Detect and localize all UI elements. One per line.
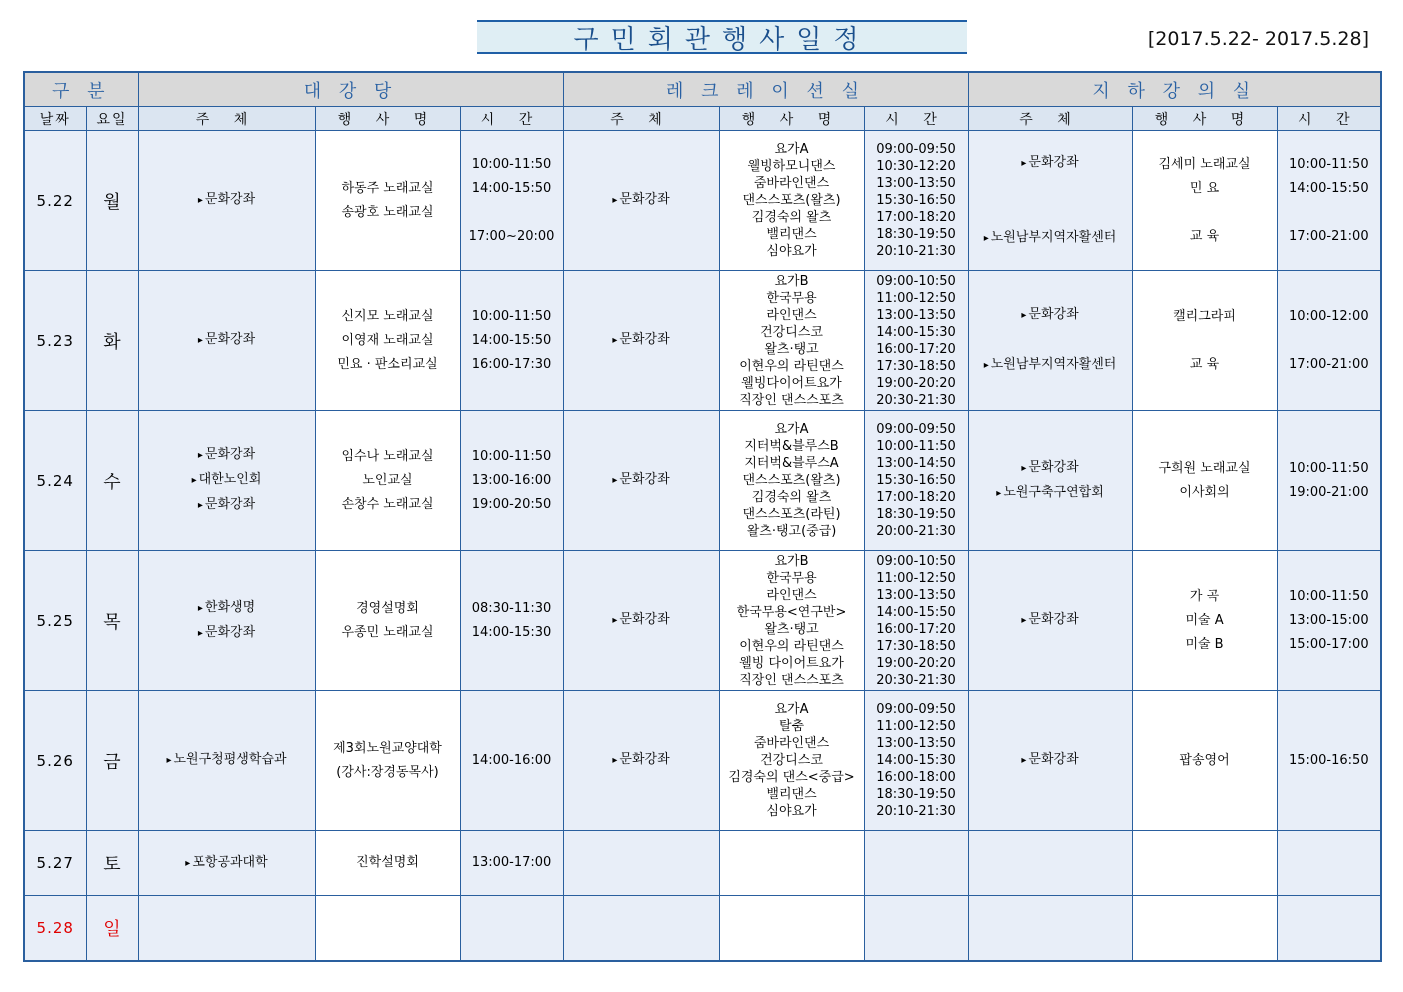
title-box xyxy=(477,20,967,54)
rec-event-line: 직장인 댄스스포츠 xyxy=(739,392,844,408)
rec-time-line: 10:00-11:50 xyxy=(876,439,956,454)
rec-time-line: 13:00-13:50 xyxy=(876,176,956,191)
hall-time-line: 14:00-15:50 xyxy=(471,332,552,348)
hall-event-line: 우종민 노래교실 xyxy=(341,624,434,640)
basement-event-cell xyxy=(1132,691,1277,831)
hall-event-line: 진학설명회 xyxy=(356,855,419,870)
rec-time-line: 14:00-15:50 xyxy=(876,604,956,620)
basement-host-line: ▸ 문화강좌 xyxy=(1021,456,1078,481)
date-cell: 5.26 xyxy=(24,691,86,831)
rec-host-line: ▸ 문화강좌 xyxy=(612,468,669,493)
rec-time-line: 17:30-18:50 xyxy=(876,638,956,654)
rec-time-line: 15:30-16:50 xyxy=(876,473,956,488)
hall-time-line: 14:00-15:50 xyxy=(471,180,552,196)
rec-event-line: 탈춤 xyxy=(778,719,805,734)
hall-host-line: ▸ 문화강좌 xyxy=(198,621,255,646)
hall-event-line: 하동주 노래교실 xyxy=(341,180,434,196)
rec-host-cell xyxy=(563,551,719,691)
basement-time-cell xyxy=(1277,831,1381,896)
date-cell: 5.24 xyxy=(24,411,86,551)
basement-time-line: 14:00-15:50 xyxy=(1288,180,1369,196)
rec-time-line: 11:00-12:50 xyxy=(876,719,956,734)
basement-event-cell xyxy=(1132,131,1277,271)
basement-host-cell xyxy=(968,691,1132,831)
date-cell: 5.28 xyxy=(24,896,86,961)
weekday-cell: 목 xyxy=(86,551,138,691)
schedule-row xyxy=(24,691,1381,831)
hall-event-cell xyxy=(315,131,460,271)
weekday-cell: 수 xyxy=(86,411,138,551)
hall-event-line: 노인교실 xyxy=(362,472,413,488)
basement-time-cell xyxy=(1277,131,1381,271)
basement-event-line: 캘리그라피 xyxy=(1173,308,1236,324)
basement-time-line: 15:00-16:50 xyxy=(1288,752,1369,768)
rec-event-line: 건강디스코 xyxy=(760,753,823,768)
hall-host-line: ▸ 대한노인회 xyxy=(192,468,262,493)
rec-event-line: 한국무용 xyxy=(766,290,817,306)
rec-event-line: 요가A xyxy=(774,142,809,157)
basement-event-cell xyxy=(1132,896,1277,961)
rec-time-line: 13:00-13:50 xyxy=(876,307,956,323)
rec-event-line: 요가B xyxy=(774,553,809,569)
hall-event-cell xyxy=(315,896,460,961)
basement-event-line: 미술 A xyxy=(1185,612,1224,628)
basement-host-cell xyxy=(968,271,1132,411)
hall-event-cell xyxy=(315,551,460,691)
rec-time-line: 17:30-18:50 xyxy=(876,358,956,374)
rec-event-cell xyxy=(719,271,864,411)
hall-event-line: 이영재 노래교실 xyxy=(341,332,434,348)
rec-time-line: 19:00-20:20 xyxy=(876,375,956,391)
hall-event-cell xyxy=(315,831,460,896)
hall-host-line: ▸ 한화생명 xyxy=(198,596,255,621)
rec-host-cell xyxy=(563,691,719,831)
hall-time-line: 14:00-15:30 xyxy=(471,624,552,640)
date-cell: 5.27 xyxy=(24,831,86,896)
column-header-row xyxy=(24,107,1381,131)
hall-host-cell xyxy=(138,831,315,896)
rec-host-cell xyxy=(563,896,719,961)
hall-event-line: 송광호 노래교실 xyxy=(341,204,434,220)
hall-host-line: ▸ 문화강좌 xyxy=(198,188,255,213)
col-rec-host: 주 체 xyxy=(563,107,719,131)
date-cell: 5.25 xyxy=(24,551,86,691)
rec-event-cell xyxy=(719,831,864,896)
group-basement-room: 지 하 강 의 실 xyxy=(968,72,1381,107)
basement-time-line: 17:00-21:00 xyxy=(1288,356,1369,372)
basement-host-line: ▸ 문화강좌 xyxy=(1021,608,1078,633)
basement-time-line: 17:00-21:00 xyxy=(1288,228,1369,244)
rec-event-line: 밸리댄스 xyxy=(766,227,817,242)
rec-time-line: 11:00-12:50 xyxy=(876,290,956,306)
col-basement-host: 주 체 xyxy=(968,107,1132,131)
basement-event-line: 미술 B xyxy=(1185,636,1224,652)
rec-time-line: 13:00-13:50 xyxy=(876,587,956,603)
hall-time-line: 10:00-11:50 xyxy=(471,448,552,464)
basement-host-line: ▸ 노원남부지역자활센터 xyxy=(984,226,1117,251)
rec-event-line: 왈츠·탱고(중급) xyxy=(746,524,837,539)
schedule-row xyxy=(24,411,1381,551)
basement-event-line: 가 곡 xyxy=(1189,588,1220,604)
hall-time-cell xyxy=(460,271,563,411)
rec-time-line: 13:00-13:50 xyxy=(876,736,956,751)
rec-event-line: 요가B xyxy=(774,273,809,289)
hall-host-cell xyxy=(138,691,315,831)
rec-event-line: 김경숙의 댄스<중급> xyxy=(728,770,855,785)
rec-event-line: 댄스스포츠(라틴) xyxy=(742,507,841,522)
rec-time-line: 19:00-20:20 xyxy=(876,655,956,671)
basement-time-line: 10:00-11:50 xyxy=(1288,156,1369,172)
rec-event-line: 한국무용 xyxy=(766,570,817,586)
hall-time-cell xyxy=(460,691,563,831)
hall-host-line: ▸ 문화강좌 xyxy=(198,328,255,353)
basement-event-line: 민 요 xyxy=(1189,180,1220,196)
basement-time-line: 10:00-11:50 xyxy=(1288,460,1369,476)
rec-event-line: 웰빙하모니댄스 xyxy=(747,159,836,174)
rec-host-line: ▸ 문화강좌 xyxy=(612,328,669,353)
rec-time-line: 16:00-17:20 xyxy=(876,341,956,357)
basement-host-cell xyxy=(968,551,1132,691)
hall-event-line: 경영설명회 xyxy=(356,600,419,616)
hall-event-cell xyxy=(315,691,460,831)
rec-time-cell xyxy=(864,896,968,961)
schedule-row xyxy=(24,831,1381,896)
rec-event-line: 지터벅&블루스A xyxy=(744,456,839,471)
basement-event-cell xyxy=(1132,271,1277,411)
rec-host-line: ▸ 문화강좌 xyxy=(612,188,669,213)
hall-time-cell xyxy=(460,551,563,691)
basement-event-line: 교 육 xyxy=(1189,356,1220,372)
rec-time-cell xyxy=(864,831,968,896)
rec-event-line: 이현우의 라틴댄스 xyxy=(739,358,844,374)
hall-host-cell xyxy=(138,411,315,551)
rec-time-line: 14:00-15:30 xyxy=(876,753,956,768)
col-basement-event: 행 사 명 xyxy=(1132,107,1277,131)
basement-time-cell xyxy=(1277,271,1381,411)
col-hall-time: 시 간 xyxy=(460,107,563,131)
rec-time-line: 18:30-19:50 xyxy=(876,507,956,522)
hall-host-cell xyxy=(138,131,315,271)
rec-event-line: 건강디스코 xyxy=(760,324,823,340)
basement-time-cell xyxy=(1277,411,1381,551)
hall-time-line: 13:00-16:00 xyxy=(471,472,552,488)
weekday-cell: 일 xyxy=(86,896,138,961)
schedule-row xyxy=(24,131,1381,271)
rec-time-line: 09:00-09:50 xyxy=(876,422,956,437)
schedule-row xyxy=(24,551,1381,691)
basement-event-cell xyxy=(1132,831,1277,896)
basement-time-cell xyxy=(1277,551,1381,691)
group-gubun: 구 분 xyxy=(24,72,138,107)
rec-time-line: 10:30-12:20 xyxy=(876,159,956,174)
weekday-cell: 화 xyxy=(86,271,138,411)
rec-time-line: 09:00-09:50 xyxy=(876,142,956,157)
rec-host-line: ▸ 문화강좌 xyxy=(612,608,669,633)
hall-host-cell xyxy=(138,271,315,411)
rec-time-line: 16:00-17:20 xyxy=(876,621,956,637)
rec-time-cell xyxy=(864,691,968,831)
rec-time-line: 20:00-21:30 xyxy=(876,524,956,539)
basement-event-line: 교 육 xyxy=(1189,228,1220,244)
hall-host-cell xyxy=(138,551,315,691)
basement-host-line: ▸ 노원남부지역자활센터 xyxy=(984,353,1117,378)
hall-host-line: ▸ 문화강좌 xyxy=(198,493,255,518)
basement-event-line: 팝송영어 xyxy=(1179,752,1230,768)
rec-event-cell xyxy=(719,896,864,961)
rec-time-line: 17:00-18:20 xyxy=(876,210,956,225)
basement-time-line: 15:00-17:00 xyxy=(1288,636,1369,652)
date-cell: 5.23 xyxy=(24,271,86,411)
rec-time-line: 09:00-10:50 xyxy=(876,553,956,569)
rec-event-line: 지터벅&블루스B xyxy=(744,439,839,454)
rec-event-line: 직장인 댄스스포츠 xyxy=(739,672,844,688)
rec-event-line: 이현우의 라틴댄스 xyxy=(739,638,844,654)
basement-event-line: 김세미 노래교실 xyxy=(1158,156,1251,172)
hall-event-line: 민요 · 판소리교실 xyxy=(337,356,438,372)
rec-event-line: 라인댄스 xyxy=(766,587,817,603)
basement-host-line: ▸ 노원구축구연합회 xyxy=(996,481,1104,506)
page-title: 구민회관행사일정 xyxy=(573,24,871,55)
schedule-row xyxy=(24,896,1381,961)
rec-event-line: 댄스스포츠(왈츠) xyxy=(742,193,841,208)
date-cell: 5.22 xyxy=(24,131,86,271)
basement-event-line: 구희원 노래교실 xyxy=(1158,460,1251,476)
hall-host-line: ▸ 노원구청평생학습과 xyxy=(166,748,286,773)
basement-host-line: ▸ 문화강좌 xyxy=(1021,748,1078,773)
hall-event-cell xyxy=(315,271,460,411)
rec-event-line: 심야요가 xyxy=(766,244,817,259)
rec-event-line: 왈츠·탱고 xyxy=(764,341,819,357)
rec-time-line: 09:00-09:50 xyxy=(876,702,956,717)
basement-host-cell xyxy=(968,411,1132,551)
rec-time-line: 14:00-15:30 xyxy=(876,324,956,340)
basement-host-cell xyxy=(968,131,1132,271)
col-date: 날짜 xyxy=(24,107,86,131)
rec-event-line: 웰빙다이어트요가 xyxy=(741,375,842,391)
rec-time-line: 20:10-21:30 xyxy=(876,244,956,259)
rec-time-line: 20:30-21:30 xyxy=(876,392,956,408)
rec-event-line: 밸리댄스 xyxy=(766,787,817,802)
hall-time-cell xyxy=(460,896,563,961)
hall-event-cell xyxy=(315,411,460,551)
rec-event-line: 댄스스포츠(왈츠) xyxy=(742,473,841,488)
group-recreation-room: 레 크 레 이 션 실 xyxy=(563,72,968,107)
rec-time-line: 20:10-21:30 xyxy=(876,804,956,819)
weekday-cell: 금 xyxy=(86,691,138,831)
col-day: 요일 xyxy=(86,107,138,131)
col-hall-event: 행 사 명 xyxy=(315,107,460,131)
rec-event-cell xyxy=(719,131,864,271)
rec-host-cell xyxy=(563,271,719,411)
rec-time-line: 13:00-14:50 xyxy=(876,456,956,471)
rec-time-line: 15:30-16:50 xyxy=(876,193,956,208)
group-header-row xyxy=(24,72,1381,107)
basement-host-line: ▸ 문화강좌 xyxy=(1021,303,1078,328)
rec-host-cell xyxy=(563,411,719,551)
rec-host-line: ▸ 문화강좌 xyxy=(612,748,669,773)
basement-host-cell xyxy=(968,896,1132,961)
rec-time-cell xyxy=(864,411,968,551)
hall-event-line: 손창수 노래교실 xyxy=(341,496,434,512)
col-hall-host: 주 체 xyxy=(138,107,315,131)
rec-event-line: 요가A xyxy=(774,422,809,437)
basement-time-cell xyxy=(1277,896,1381,961)
rec-time-line: 18:30-19:50 xyxy=(876,787,956,802)
basement-time-cell xyxy=(1277,691,1381,831)
weekday-cell: 월 xyxy=(86,131,138,271)
hall-host-line: ▸ 포항공과대학 xyxy=(185,851,267,876)
basement-host-line: ▸ 문화강좌 xyxy=(1021,151,1078,176)
rec-event-line: 한국무용<연구반> xyxy=(736,604,847,620)
col-rec-time: 시 간 xyxy=(864,107,968,131)
col-basement-time: 시 간 xyxy=(1277,107,1381,131)
basement-event-line: 이사회의 xyxy=(1179,484,1230,500)
hall-host-cell xyxy=(138,896,315,961)
rec-event-cell xyxy=(719,551,864,691)
basement-time-line: 10:00-12:00 xyxy=(1288,308,1369,324)
hall-time-cell xyxy=(460,831,563,896)
basement-time-line: 10:00-11:50 xyxy=(1288,588,1369,604)
rec-host-cell xyxy=(563,131,719,271)
rec-time-line: 11:00-12:50 xyxy=(876,570,956,586)
rec-event-line: 요가A xyxy=(774,702,809,717)
hall-host-line: ▸ 문화강좌 xyxy=(198,443,255,468)
hall-time-line: 16:00-17:30 xyxy=(471,356,552,372)
basement-event-cell xyxy=(1132,551,1277,691)
hall-event-line: (강사:장경동목사) xyxy=(336,764,439,780)
rec-event-line: 심야요가 xyxy=(766,804,817,819)
basement-host-cell xyxy=(968,831,1132,896)
hall-time-line: 13:00-17:00 xyxy=(471,855,552,870)
rec-event-line: 김경숙의 왈츠 xyxy=(751,210,832,225)
weekday-cell: 토 xyxy=(86,831,138,896)
rec-time-line: 20:30-21:30 xyxy=(876,672,956,688)
hall-event-line: 신지모 노래교실 xyxy=(341,308,434,324)
schedule-body xyxy=(24,131,1381,961)
rec-event-line: 웰빙 다이어트요가 xyxy=(739,655,844,671)
rec-event-line: 라인댄스 xyxy=(766,307,817,323)
date-range: [2017.5.22- 2017.5.28] xyxy=(1147,28,1369,50)
rec-event-cell xyxy=(719,411,864,551)
hall-time-cell xyxy=(460,411,563,551)
basement-event-cell xyxy=(1132,411,1277,551)
hall-time-cell xyxy=(460,131,563,271)
schedule-row xyxy=(24,271,1381,411)
rec-event-line: 줌바라인댄스 xyxy=(753,736,830,751)
rec-time-cell xyxy=(864,131,968,271)
rec-event-cell xyxy=(719,691,864,831)
hall-time-line: 17:00~20:00 xyxy=(468,228,555,244)
group-hall: 대 강 당 xyxy=(138,72,563,107)
rec-event-line: 왈츠·탱고 xyxy=(764,621,819,637)
hall-event-line: 임수나 노래교실 xyxy=(341,448,434,464)
rec-time-cell xyxy=(864,551,968,691)
rec-time-line: 09:00-10:50 xyxy=(876,273,956,289)
hall-time-line: 19:00-20:50 xyxy=(471,496,552,512)
rec-host-cell xyxy=(563,831,719,896)
rec-time-line: 17:00-18:20 xyxy=(876,490,956,505)
schedule-table xyxy=(23,71,1382,962)
hall-time-line: 08:30-11:30 xyxy=(471,600,552,616)
hall-event-line: 제3회노원교양대학 xyxy=(333,740,442,756)
hall-time-line: 14:00-16:00 xyxy=(471,752,552,768)
rec-time-line: 18:30-19:50 xyxy=(876,227,956,242)
rec-event-line: 김경숙의 왈츠 xyxy=(751,490,832,505)
col-rec-event: 행 사 명 xyxy=(719,107,864,131)
basement-time-line: 13:00-15:00 xyxy=(1288,612,1369,628)
basement-time-line: 19:00-21:00 xyxy=(1288,484,1369,500)
hall-time-line: 10:00-11:50 xyxy=(471,156,552,172)
rec-event-line: 줌바라인댄스 xyxy=(753,176,830,191)
rec-time-cell xyxy=(864,271,968,411)
rec-time-line: 16:00-18:00 xyxy=(876,770,956,785)
hall-time-line: 10:00-11:50 xyxy=(471,308,552,324)
